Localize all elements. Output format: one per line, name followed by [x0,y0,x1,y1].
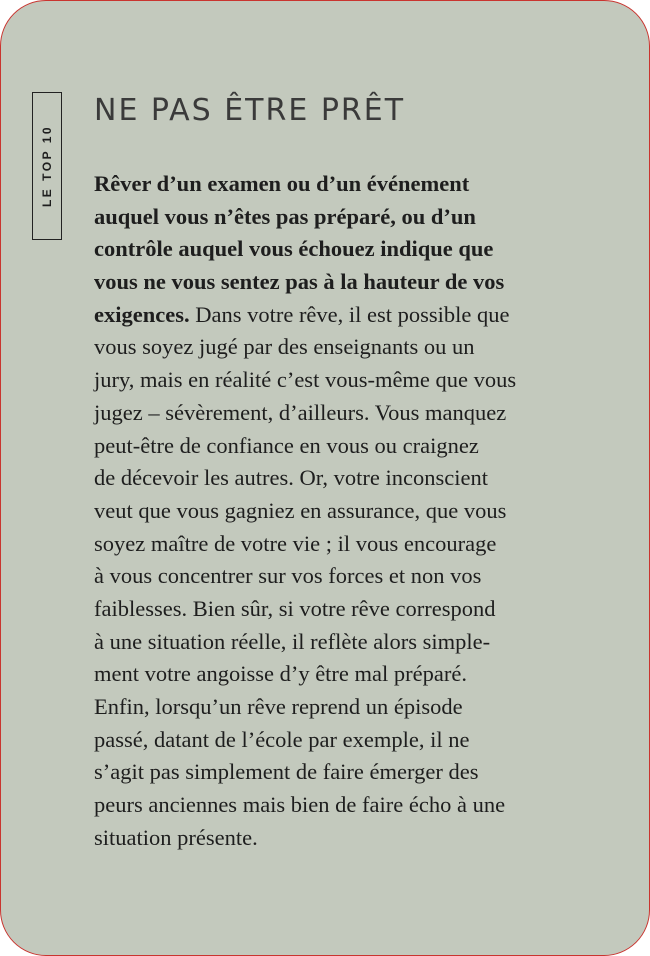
lead-line: contrôle auquel vous échouez indique que [94,236,494,262]
body-line: peut-être de confiance en vous ou craignez [94,432,479,458]
body-line: à vous concentrer sur vos forces et non vos [94,563,482,589]
lead-line: Rêver d’un examen ou d’un événement [94,171,470,196]
body-line: jugez – sévèrement, d’ailleurs. Vous manquez [94,399,507,425]
section-tag [32,92,62,240]
body-line: vous soyez jugé par des enseignants ou un [94,334,475,360]
body-line: à une situation réelle, il reflète alors simple- [94,628,491,654]
body-line: ment votre angoisse d’y être mal préparé. [94,661,467,687]
body-line: passé, datant de l’école par exemple, il ne [94,726,470,752]
card-title: NE PAS ÊTRE PRÊT [94,93,406,128]
body-line: s’agit pas simplement de faire émerger des [94,759,479,785]
body-line: situation présente. [94,824,258,850]
lead-line: vous ne vous sentez pas à la hauteur de vos [94,269,505,295]
body-line: Enfin, lorsqu’un rêve reprend un épisode [94,694,463,719]
lead-line: auquel vous n’êtes pas préparé, ou d’un [94,203,476,229]
body-line: veut que vous gagniez en assurance, que vous [94,497,507,523]
card-body [94,168,624,854]
body-line: de décevoir les autres. Or, votre inconscient [94,465,488,491]
lead-line-end: exigences. [94,301,190,327]
mixed-line [94,299,624,332]
body-line: faiblesses. Bien sûr, si votre rêve correspond [94,595,496,621]
body-line: jury, mais en réalité c’est vous-même que vous [94,367,517,393]
body-line-start: Dans votre rêve, il est possible que [189,301,510,327]
body-line: soyez maître de votre vie ; il vous encourage [94,530,497,556]
body-line: peurs anciennes mais bien de faire écho à une [94,792,506,818]
section-tag-label: LE TOP 10 [40,124,54,208]
